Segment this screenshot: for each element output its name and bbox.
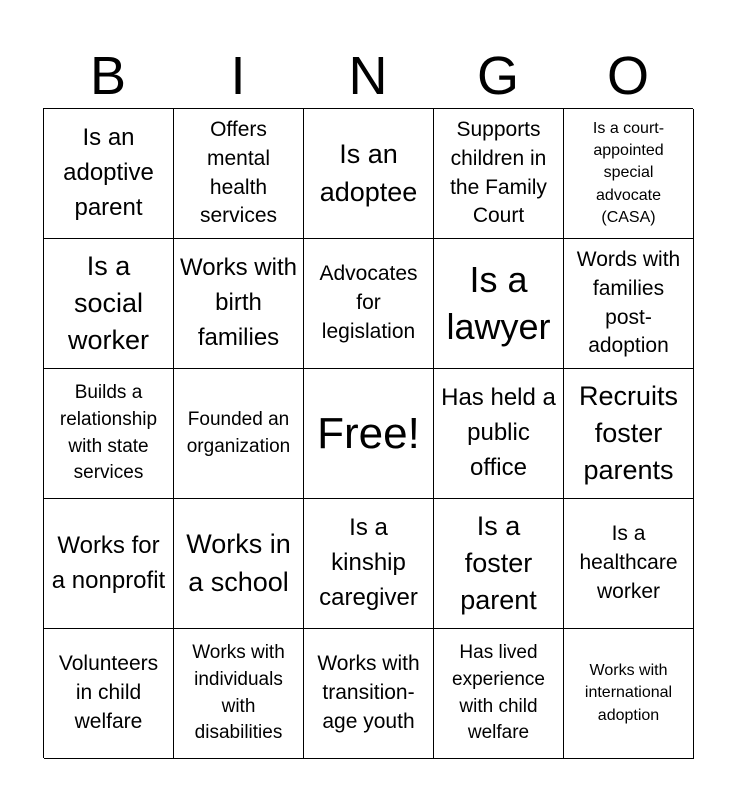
cell-text: Has lived experience with child welfare — [452, 642, 545, 744]
bingo-cell[interactable] — [174, 239, 304, 369]
cell-text: Has held a public office — [441, 384, 556, 481]
cell-text: Is a kinship caregiver — [319, 514, 418, 611]
cell-text: Volunteers in child welfare — [58, 652, 159, 733]
cell-text: Works for a nonprofit — [51, 531, 166, 594]
cell-text: Is a healthcare worker — [579, 522, 678, 603]
bingo-cell[interactable] — [304, 629, 434, 759]
bingo-cell[interactable] — [44, 109, 174, 239]
cell-text: Builds a relationship with state services — [59, 382, 158, 484]
bingo-cell[interactable] — [304, 239, 434, 369]
bingo-cell[interactable] — [564, 109, 694, 239]
cell-text: Words with families post-adoption — [576, 247, 681, 358]
header-letter-g: G — [476, 46, 519, 106]
cell-text: Is an adoptee — [319, 139, 418, 207]
cell-text: Supports children in the Family Court — [450, 117, 547, 228]
free-space[interactable] — [304, 369, 434, 499]
bingo-cell[interactable] — [44, 629, 174, 759]
cell-text: Is a lawyer — [446, 259, 551, 347]
bingo-cell[interactable] — [434, 629, 564, 759]
cell-text: Works with international adoption — [584, 661, 673, 724]
cell-text: Recruits foster parents — [578, 380, 679, 486]
bingo-cell[interactable] — [564, 369, 694, 499]
bingo-cell[interactable] — [174, 109, 304, 239]
bingo-cell[interactable] — [434, 499, 564, 629]
bingo-cell[interactable] — [44, 239, 174, 369]
header-letter-n: N — [348, 46, 388, 106]
bingo-cell[interactable] — [44, 499, 174, 629]
cell-text: Is a court-appointed special advocate (CASA) — [592, 119, 665, 227]
cell-text: Offers mental health services — [199, 117, 278, 228]
bingo-cell[interactable] — [434, 109, 564, 239]
header-letter-o: O — [606, 46, 649, 106]
cell-text: Works in a school — [186, 529, 291, 597]
bingo-cell[interactable] — [564, 629, 694, 759]
cell-text: Advocates for legislation — [319, 262, 418, 343]
bingo-cell[interactable] — [174, 499, 304, 629]
free-space-label: Free! — [317, 408, 420, 458]
bingo-cell[interactable] — [564, 499, 694, 629]
cell-text: Is an adoptive parent — [63, 124, 154, 221]
cell-text: Works with individuals with disabilities — [192, 642, 285, 744]
cell-text: Is a foster parent — [460, 510, 537, 616]
bingo-header — [43, 44, 693, 108]
bingo-cell[interactable] — [434, 239, 564, 369]
bingo-cell[interactable] — [174, 369, 304, 499]
header-letter-i: I — [230, 46, 246, 106]
header-letter-b: B — [89, 46, 127, 106]
bingo-cell[interactable] — [44, 369, 174, 499]
cell-text: Works with transition-age youth — [317, 652, 420, 733]
bingo-cell[interactable] — [304, 499, 434, 629]
bingo-cell[interactable] — [434, 369, 564, 499]
bingo-cell[interactable] — [564, 239, 694, 369]
cell-text: Is a social worker — [67, 250, 149, 356]
bingo-cell[interactable] — [174, 629, 304, 759]
bingo-board — [43, 108, 693, 758]
bingo-cell[interactable] — [304, 109, 434, 239]
cell-text: Works with birth families — [180, 254, 297, 351]
cell-text: Founded an organization — [186, 408, 291, 457]
